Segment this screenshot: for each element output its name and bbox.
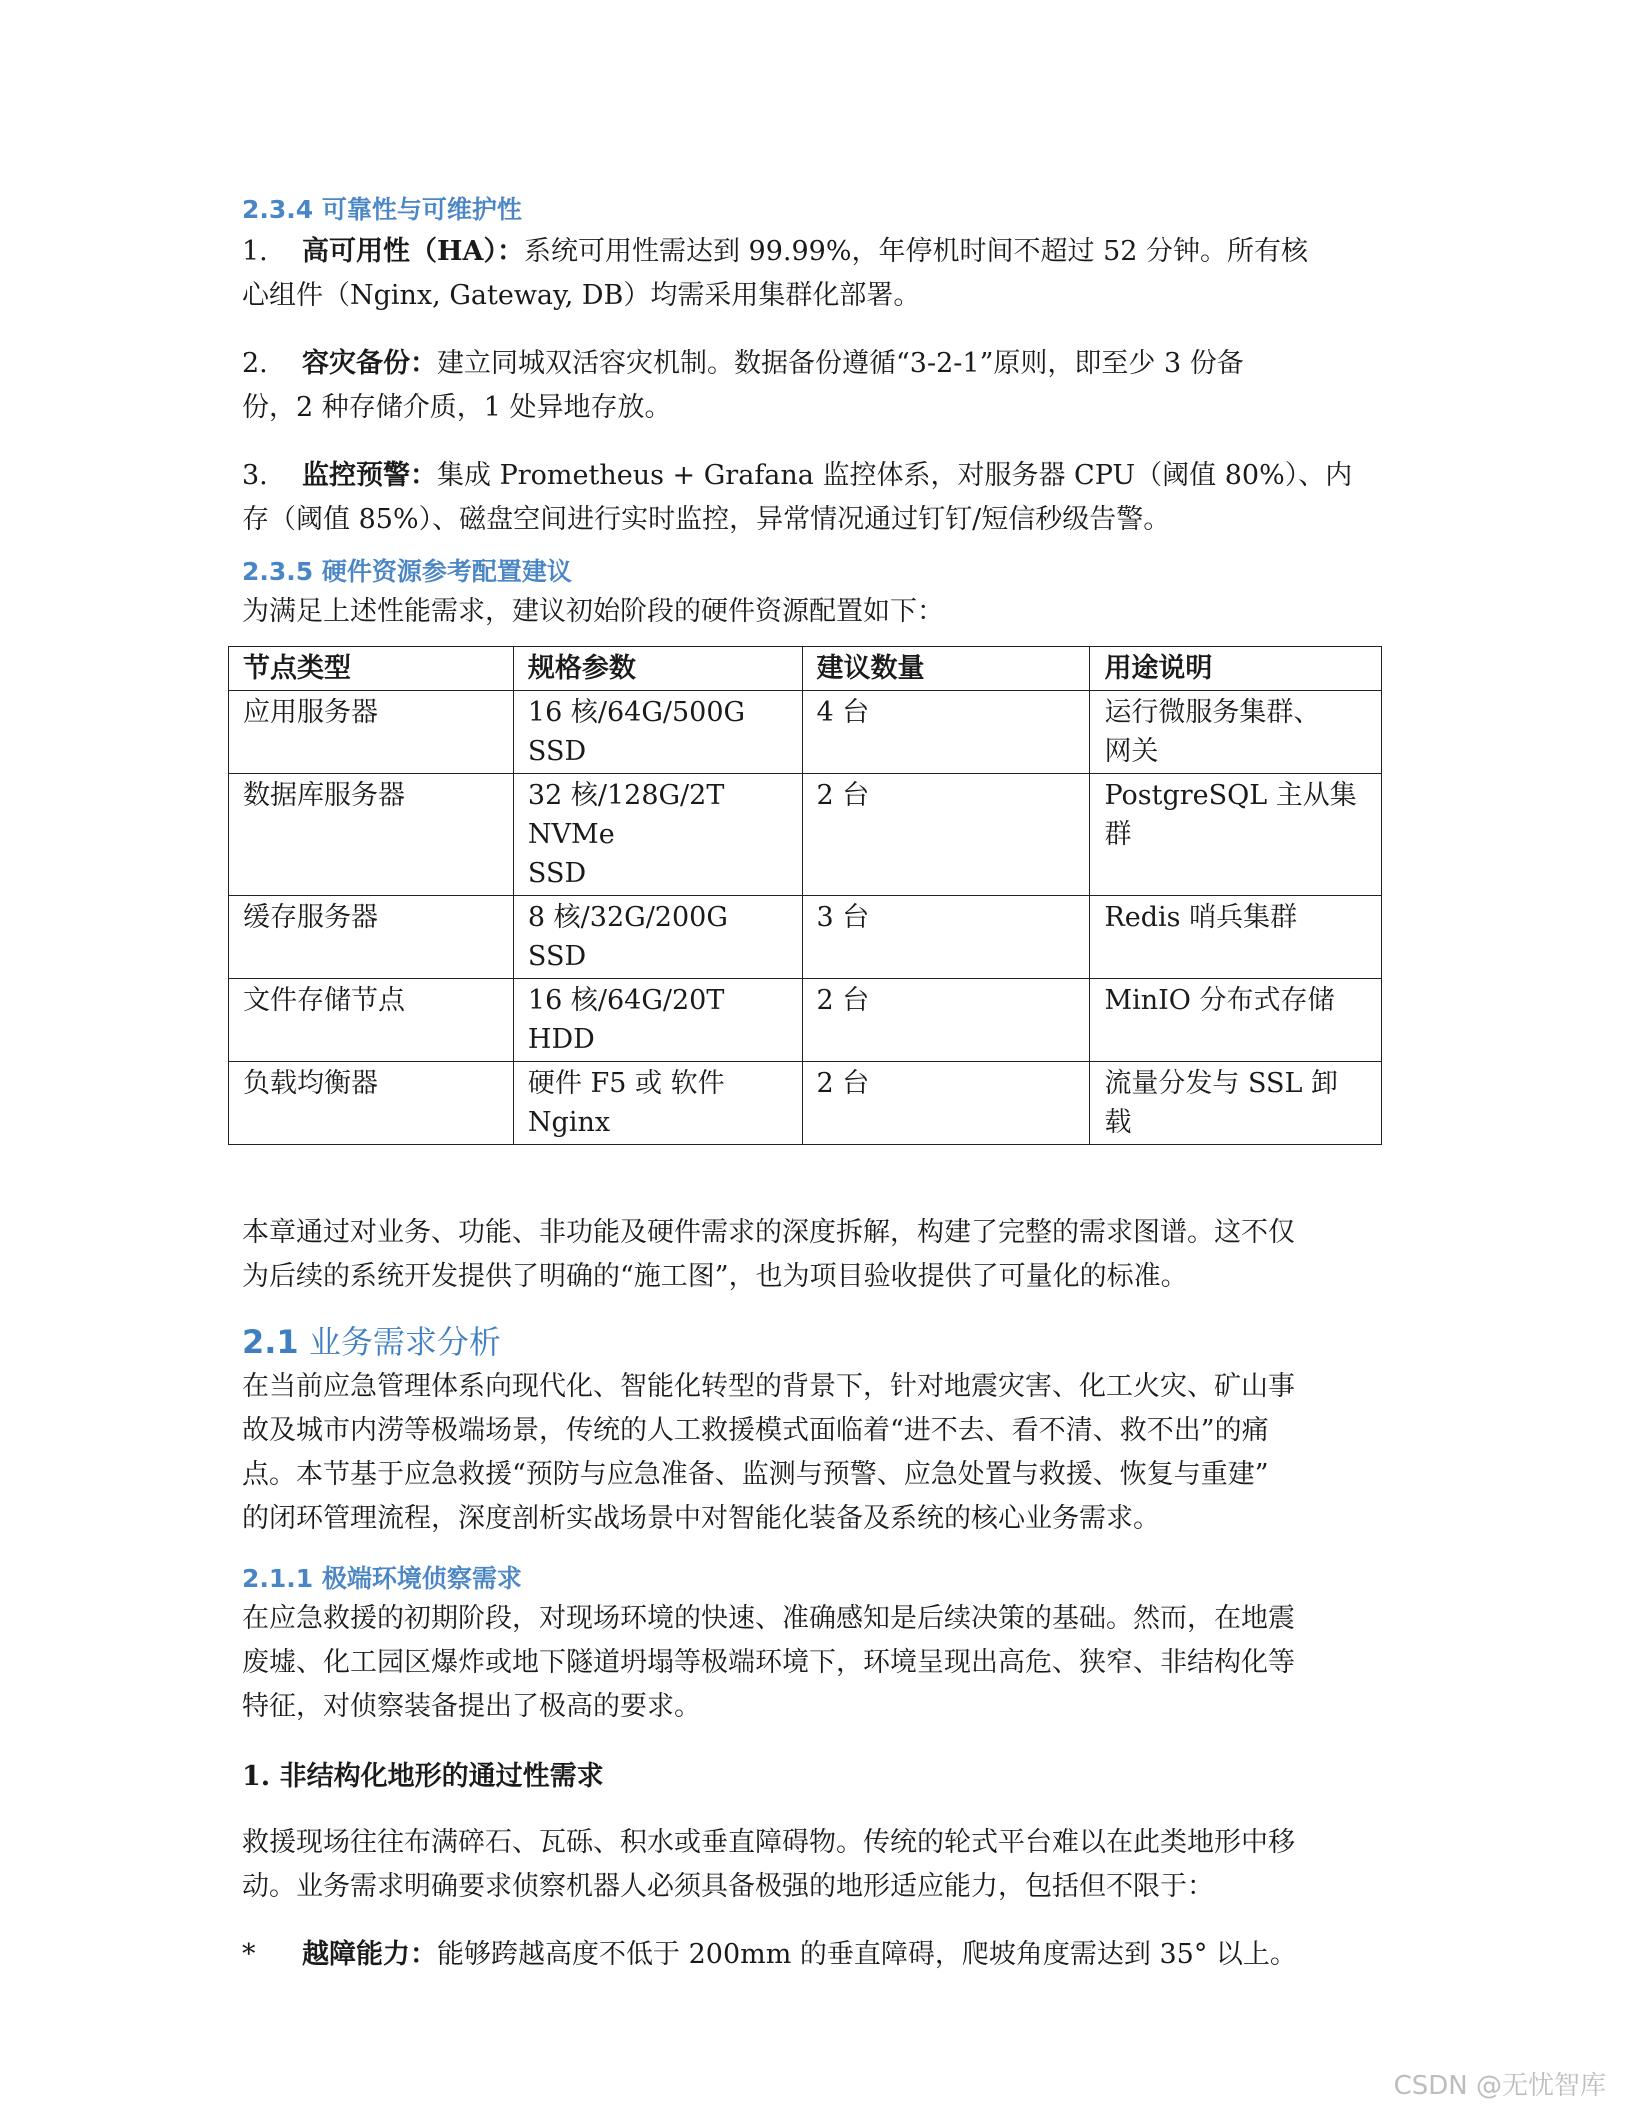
table-header-row bbox=[229, 647, 1382, 691]
bullet-item bbox=[242, 1933, 1392, 1977]
table-cell: Redis 哨兵集群 bbox=[1090, 896, 1382, 979]
heading-number: 2.1 bbox=[242, 1323, 299, 1361]
item-label: 容灾备份： bbox=[302, 348, 437, 379]
paragraph-line: 动。业务需求明确要求侦察机器人必须具备极强的地形适应能力，包括但不限于： bbox=[242, 1871, 1214, 1902]
paragraph-line: 在应急救援的初期阶段，对现场环境的快速、准确感知是后续决策的基础。然而，在地震 bbox=[242, 1603, 1295, 1634]
list-item bbox=[242, 230, 1392, 274]
subheading-terrain: 1. 非结构化地形的通过性需求 bbox=[242, 1761, 604, 1792]
table-cell: 应用服务器 bbox=[229, 691, 514, 774]
reliability-list bbox=[242, 230, 1392, 542]
recon-paragraph bbox=[242, 1597, 1392, 1729]
heading-text: 业务需求分析 bbox=[308, 1323, 501, 1361]
table-intro: 为满足上述性能需求，建议初始阶段的硬件资源配置如下： bbox=[242, 596, 944, 627]
table-cell: MinIO 分布式存储 bbox=[1090, 979, 1382, 1062]
table-cell: 32 核/128G/2T NVMe SSD bbox=[513, 774, 802, 896]
watermark: CSDN @无忧智库 bbox=[1393, 2071, 1606, 2101]
table-cell: 硬件 F5 或 软件 Nginx bbox=[513, 1062, 802, 1145]
paragraph-line: 故及城市内涝等极端场景，传统的人工救援模式面临着“进不去、看不清、救不出”的痛 bbox=[242, 1415, 1269, 1446]
paragraph-line: 特征，对侦察装备提出了极高的要求。 bbox=[242, 1691, 701, 1722]
business-analysis-paragraph bbox=[242, 1365, 1392, 1541]
table-row bbox=[229, 1062, 1382, 1145]
item-text: 集成 Prometheus + Grafana 监控体系，对服务器 CPU（阈值 80%）、内 bbox=[437, 460, 1353, 491]
table-cell: 2 台 bbox=[802, 1062, 1090, 1145]
paragraph-line: 在当前应急管理体系向现代化、智能化转型的背景下，针对地震灾害、化工火灾、矿山事 bbox=[242, 1371, 1295, 1402]
document-page bbox=[242, 192, 1392, 1977]
terrain-paragraph bbox=[242, 1821, 1392, 1909]
item-number: 2. bbox=[242, 348, 268, 379]
bullet-label: 越障能力： bbox=[302, 1939, 437, 1970]
table-cell: PostgreSQL 主从集 群 bbox=[1090, 774, 1382, 896]
table-cell: 运行微服务集群、 网关 bbox=[1090, 691, 1382, 774]
paragraph-line: 的闭环管理流程，深度剖析实战场景中对智能化装备及系统的核心业务需求。 bbox=[242, 1503, 1160, 1534]
table-row bbox=[229, 774, 1382, 896]
section-heading-2-1 bbox=[242, 1319, 1392, 1365]
section-heading-2-3-4: 2.3.4 可靠性与可维护性 bbox=[242, 195, 522, 224]
paragraph-line: 救援现场往往布满碎石、瓦砾、积水或垂直障碍物。传统的轮式平台难以在此类地形中移 bbox=[242, 1827, 1295, 1858]
table-cell: 流量分发与 SSL 卸 载 bbox=[1090, 1062, 1382, 1145]
table-cell: 缓存服务器 bbox=[229, 896, 514, 979]
table-row bbox=[229, 691, 1382, 774]
table-cell: 负载均衡器 bbox=[229, 1062, 514, 1145]
table-cell: 2 台 bbox=[802, 774, 1090, 896]
column-header: 节点类型 bbox=[229, 647, 514, 691]
table-cell: 2 台 bbox=[802, 979, 1090, 1062]
table-row bbox=[229, 896, 1382, 979]
table-row bbox=[229, 979, 1382, 1062]
table-cell: 8 核/32G/200G SSD bbox=[513, 896, 802, 979]
table-cell: 文件存储节点 bbox=[229, 979, 514, 1062]
hardware-table bbox=[228, 646, 1382, 1145]
table-cell: 16 核/64G/20T HDD bbox=[513, 979, 802, 1062]
item-text: 系统可用性需达到 99.99%，年停机时间不超过 52 分钟。所有核 bbox=[523, 236, 1309, 267]
paragraph-line: 点。本节基于应急救援“预防与应急准备、监测与预警、应急处置与救援、恢复与重建” bbox=[242, 1459, 1269, 1490]
summary-line: 本章通过对业务、功能、非功能及硬件需求的深度拆解，构建了完整的需求图谱。这不仅 bbox=[242, 1217, 1295, 1248]
item-label: 高可用性（HA）： bbox=[302, 236, 524, 267]
column-header: 规格参数 bbox=[513, 647, 802, 691]
item-number: 3. bbox=[242, 460, 268, 491]
table-cell: 16 核/64G/500G SSD bbox=[513, 691, 802, 774]
summary-line: 为后续的系统开发提供了明确的“施工图”，也为项目验收提供了可量化的标准。 bbox=[242, 1261, 1188, 1292]
chapter-summary bbox=[242, 1211, 1392, 1299]
item-number: 1. bbox=[242, 236, 268, 267]
column-header: 用途说明 bbox=[1090, 647, 1382, 691]
table-cell: 数据库服务器 bbox=[229, 774, 514, 896]
table-cell: 3 台 bbox=[802, 896, 1090, 979]
section-heading-2-3-5: 2.3.5 硬件资源参考配置建议 bbox=[242, 557, 572, 586]
item-text: 建立同城双活容灾机制。数据备份遵循“3-2-1”原则，即至少 3 份备 bbox=[437, 348, 1244, 379]
item-text-continued: 存（阈值 85%）、磁盘空间进行实时监控，异常情况通过钉钉/短信秒级告警。 bbox=[242, 504, 1171, 535]
table-cell: 4 台 bbox=[802, 691, 1090, 774]
item-label: 监控预警： bbox=[302, 460, 437, 491]
bullet-mark: * bbox=[242, 1939, 256, 1970]
bullet-text: 能够跨越高度不低于 200mm 的垂直障碍，爬坡角度需达到 35° 以上。 bbox=[437, 1939, 1297, 1970]
list-item bbox=[242, 454, 1392, 498]
list-item bbox=[242, 342, 1392, 386]
column-header: 建议数量 bbox=[802, 647, 1090, 691]
section-heading-2-1-1: 2.1.1 极端环境侦察需求 bbox=[242, 1564, 522, 1593]
paragraph-line: 废墟、化工园区爆炸或地下隧道坍塌等极端环境下，环境呈现出高危、狭窄、非结构化等 bbox=[242, 1647, 1295, 1678]
item-text-continued: 份，2 种存储介质，1 处异地存放。 bbox=[242, 392, 672, 423]
item-text-continued: 心组件（Nginx, Gateway, DB）均需采用集群化部署。 bbox=[242, 280, 921, 311]
